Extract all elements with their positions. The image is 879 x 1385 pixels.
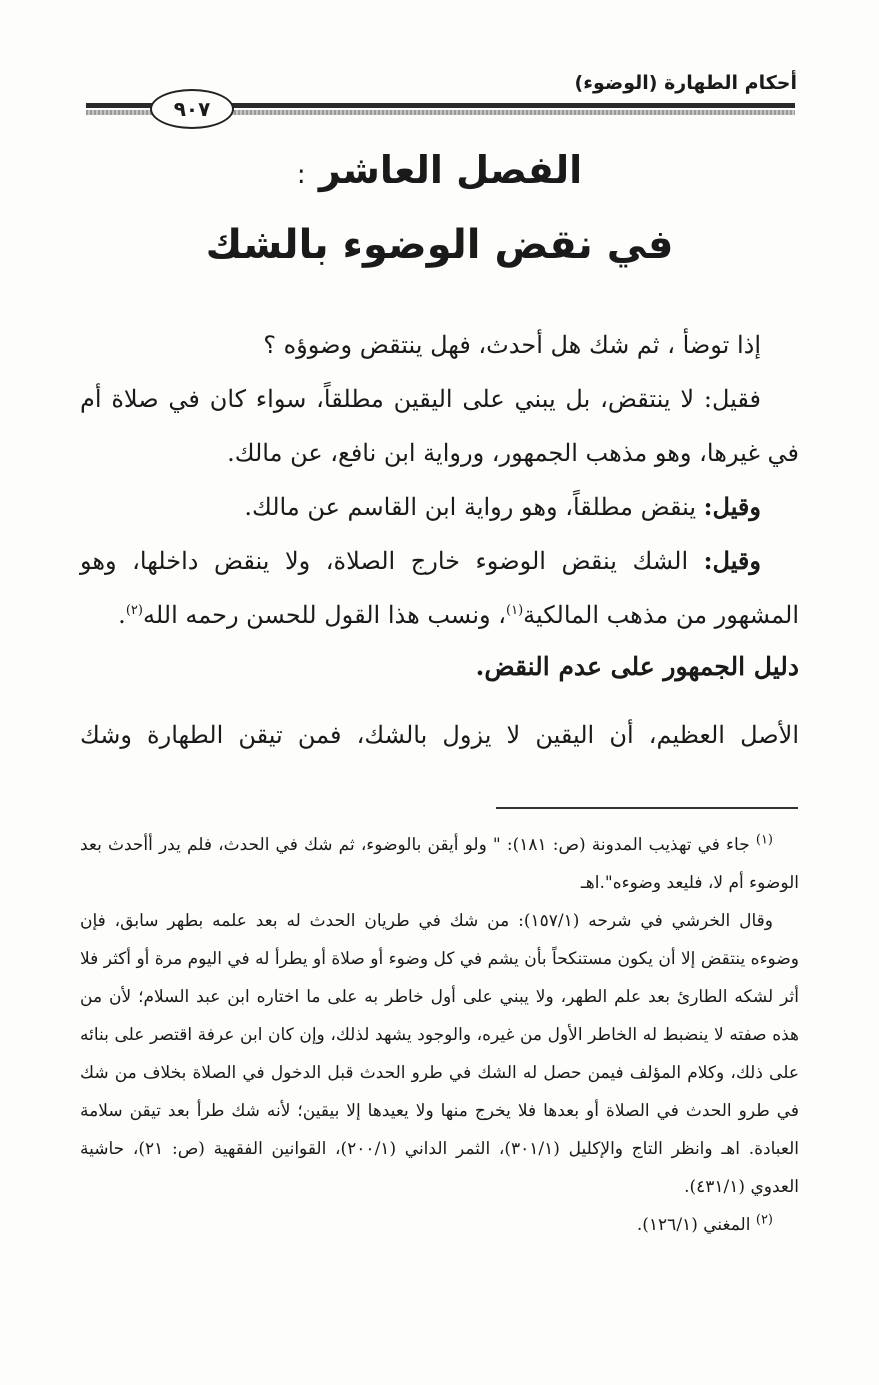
footnotes xyxy=(80,826,799,1244)
section-title: في نقض الوضوء بالشك xyxy=(205,222,674,268)
keyword-qil: وقيل: xyxy=(703,492,761,521)
footnote-mark-1: (١) xyxy=(755,832,773,848)
running-title: أحكام الطهارة (الوضوء) xyxy=(574,72,797,94)
paragraph-text: . xyxy=(118,601,126,629)
footnote-ref-2[interactable]: (٢) xyxy=(125,603,143,618)
paragraph-question: إذا توضأ ، ثم شك هل أحدث، فهل ينتقض وضوؤه ؟ xyxy=(263,331,761,359)
footnote-separator xyxy=(496,807,798,809)
footnote-ref-1[interactable]: (١) xyxy=(506,603,524,618)
chapter-title xyxy=(0,148,879,192)
paragraph-third-opinion xyxy=(80,534,799,642)
paragraph-text: الشك ينقض الوضوء خارج الصلاة، ولا ينقض داخلها، وهو المشهور من مذهب المالكية xyxy=(80,547,799,629)
paragraph-text: ، ونسب هذا القول للحسن رحمه الله xyxy=(142,601,506,629)
chapter-title-colon: : xyxy=(296,160,306,190)
paragraph-second-opinion xyxy=(80,480,799,534)
paragraph-principle: الأصل العظيم، أن اليقين لا يزول بالشك، فمن تيقن الطهارة وشك xyxy=(80,721,799,749)
subheading: دليل الجمهور على عدم النقض. xyxy=(475,652,799,681)
keyword-qil: وقيل: xyxy=(703,546,761,575)
body-text xyxy=(80,318,799,642)
footnote-mark-2: (٢) xyxy=(755,1212,773,1228)
chapter-title-text: الفصل العاشر xyxy=(318,148,583,192)
page-number-text: ٩٠٧ xyxy=(173,97,211,121)
footnote-2 xyxy=(80,1206,799,1244)
footnote-1 xyxy=(80,826,799,902)
footnote-1-continued: وقال الخرشي في شرحه (١٥٧/١): من شك في طريان الحدث له بعد علمه بطهر سابق، فإن وضوءه ينتقض إلا أن يكون مستنكحاً بأن يشم في كل وضوء أو صلاة أو يطرأ له في اليوم مرة أو أكثر فلا أثر لشكه الطارئ بعد علم الطهر، ولا يبني على أول خاطر به على ما اختاره ابن عبد السلام؛ لأن من هذه صفته لا ينضبط له الخاطر الأول من غيره، والوجود يشهد لذلك، وإن كان ابن عرفة اقتصر على بنائه على ذلك، وكلام المؤلف فيمن حصل له الشك في طرو الحدث قبل الدخول في الصلاة بخلاف من شك في طرو الحدث في الصلاة أو بعدها فلا يخرج منها ولا يعيدها إلا بيقين؛ لأنه شك طرأ بعد تيقن سلامة العبادة. اهـ وانظر التاج والإكليل (٣٠١/١)، الثمر الداني (٢٠٠/١)، القوانين الفقهية (ص: ٢١)، حاشية العدوي (٤٣١/١). xyxy=(80,911,799,1197)
paragraph-first-opinion: فقيل: لا ينتقض، بل يبني على اليقين مطلقاً، سواء كان في صلاة أم في غيرها، وهو مذهب الجمهور، ورواية ابن نافع، عن مالك. xyxy=(80,385,799,467)
page-number xyxy=(150,89,234,129)
footnote-1-text: جاء في تهذيب المدونة (ص: ١٨١): " ولو أيقن بالوضوء، ثم شك في الحدث، فلم يدر أأحدث بعد الوضوء أم لا، فليعد وضوءه".اهـ xyxy=(80,835,799,893)
paragraph-text: ينقض مطلقاً، وهو رواية ابن القاسم عن مالك. xyxy=(244,493,704,521)
footnote-2-text: المغني (١٢٦/١). xyxy=(636,1215,756,1235)
